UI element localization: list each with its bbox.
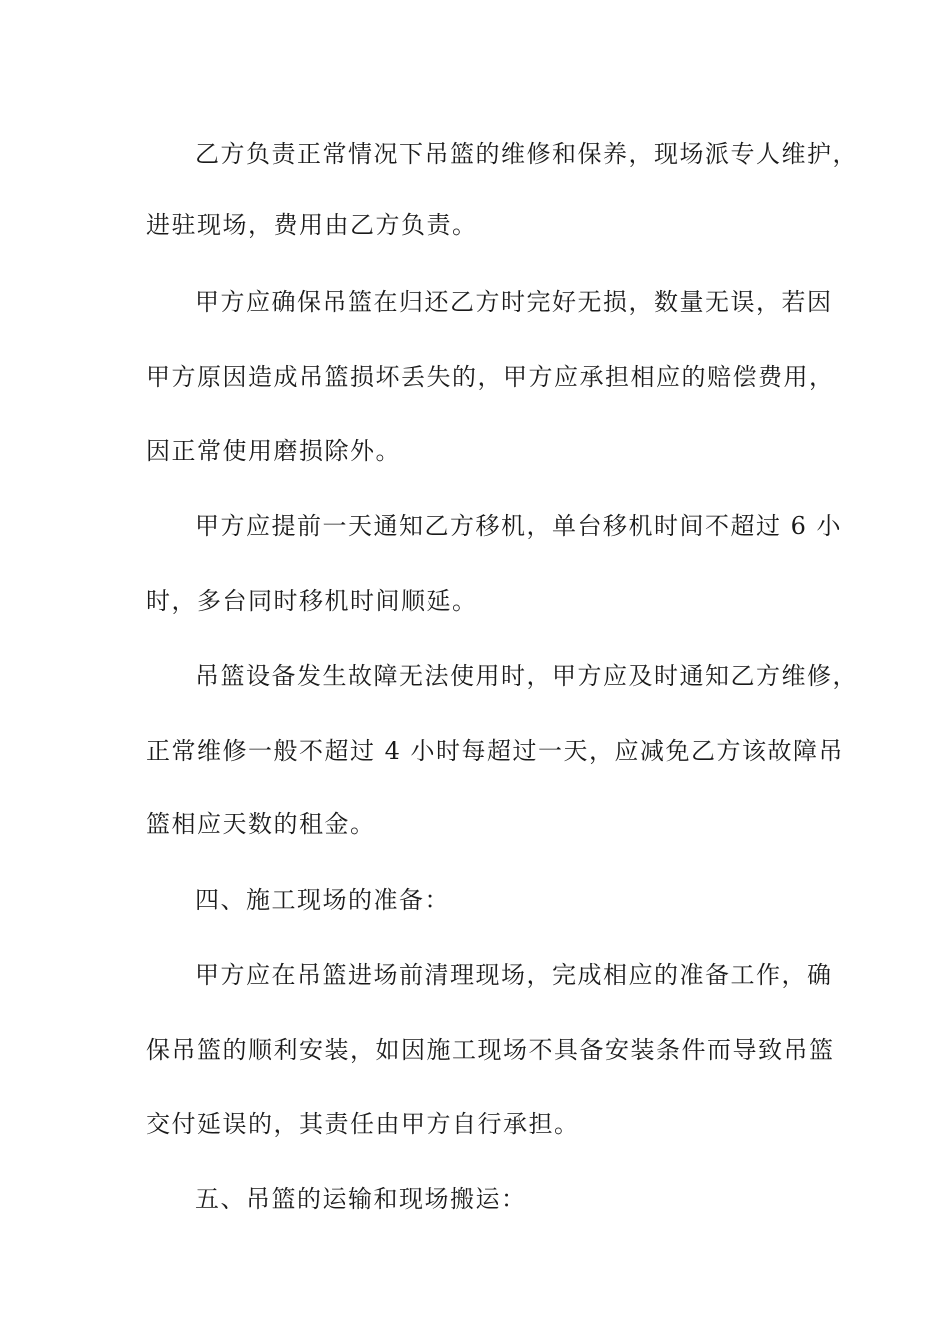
text-line: 甲方应提前一天通知乙方移机，单台移机时间不超过 6 小: [195, 512, 843, 540]
text-line: 甲方原因造成吊篮损坏丢失的，甲方应承担相应的赔偿费用，: [146, 363, 835, 391]
text-line: 乙方负责正常情况下吊篮的维修和保养，现场派专人维护，: [195, 140, 858, 168]
text-line: 时，多台同时移机时间顺延。: [146, 587, 478, 615]
text-line: 交付延误的，其责任由甲方自行承担。: [146, 1110, 580, 1138]
text-line: 因正常使用磨损除外。: [146, 437, 401, 465]
text-line: 进驻现场，费用由乙方负责。: [146, 211, 478, 239]
section-heading: 五、吊篮的运输和现场搬运：: [195, 1185, 527, 1213]
text-line: 保吊篮的顺利安装，如因施工现场不具备安装条件而导致吊篮: [146, 1036, 835, 1064]
text-line: 甲方应确保吊篮在归还乙方时完好无损，数量无误，若因: [195, 288, 833, 316]
text-line: 正常维修一般不超过 4 小时每超过一天，应减免乙方该故障吊: [146, 737, 845, 765]
text-line: 吊篮设备发生故障无法使用时，甲方应及时通知乙方维修，: [195, 662, 858, 690]
section-heading: 四、施工现场的准备：: [195, 886, 450, 914]
text-line: 篮相应天数的租金。: [146, 810, 376, 838]
text-line: 甲方应在吊篮进场前清理现场，完成相应的准备工作，确: [195, 961, 833, 989]
